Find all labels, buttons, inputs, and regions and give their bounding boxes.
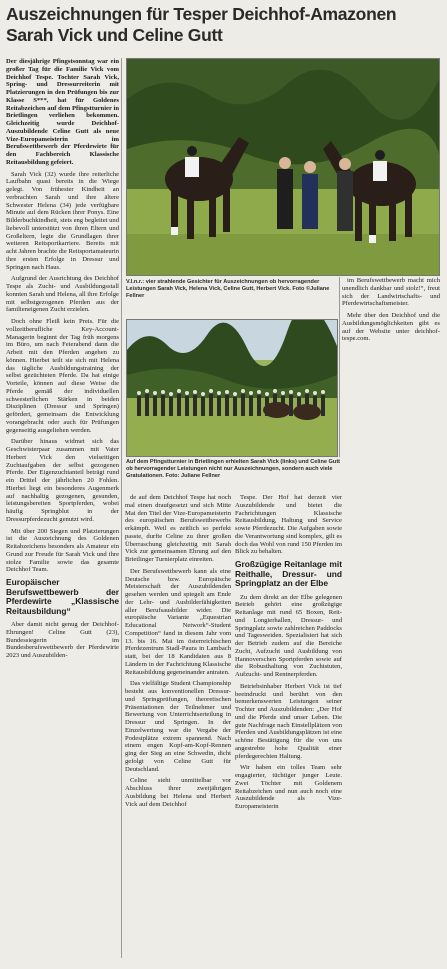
article-paragraph: Aber damit nicht genug der Deichhof-Ehrungen! Celine Gutt (23), Bundessiegerin im Bundesberufswettbewerb der Pferdewirte 2023 und Auszubilden- (6, 621, 119, 659)
article-paragraph: Betriebsinhaber Herbert Vick ist tief beeindruckt und berührt von den bemerkenswerten Leistungen seiner Tochter und Auszubildenden: „Der Hof und die Pferde sind unser Leben. Die gute Nachfrage nach Einstellplätzen von Pferden und Ausbildungsplätzen ist eine schöne Bestätigung für die von uns angestrebte hohe Qualität einer pferdegerechten Haltung. (235, 682, 342, 760)
article-paragraph: Zu dem direkt an der Elbe gelegenen Betrieb gehört eine großzügige Reitanlage mit rund 65 Boxen, Reit- und Longierhallen, Dressur- und Springplatz sowie zahlreichen Paddocks und Tagesweiden. Spezialisiert hat sich der Betrieb zudem auf die Bereiche Zucht, Aufzucht und Ausbildung von Hannoverschen Sportpferden sowie auf die Robusthaltung von Zuchtstuten, Aufzucht- und Rentnerpferden. (235, 593, 342, 678)
article-headline: Auszeichnungen für Tesper Deichhof-Amazonen Sarah Vick und Celine Gutt (6, 4, 397, 45)
photo-award-ceremony (126, 58, 440, 276)
article-paragraph: Sarah Vick (32) wurde ihre reiterliche Laufbahn quasi bereits in die Wiege gelegt. Von frühester Kindheit an verbrachten Sarah und ihre ältere Schwester Helena (34) jede verfügbare Minute auf dem Rücken ihrer Ponys. Eine Bilderbuchkindheit, stets eng begleitet und liebevoll unterstützt von ihren Eltern und Großeltern, legte die Grundlagen ihrer weiteren Reitsportkarriere. Bereits mit acht Jahren brachte die Reitsportamateurin ihre ersten Erfolge in Dressur und Springen nach Haus. (6, 170, 119, 271)
article-paragraph: Mehr über den Deichhof und die Ausbildungsmöglichkeiten gibt es auf der Website unter deichhof- tespe.com. (342, 312, 440, 343)
article-paragraph: Der Berufswettbewerb kann als eine Deutsche bzw. Europäische Meisterschaft der Auszubildenden gesehen werden und spiegelt am Ende der Lehr- und Ausbilderfähigkeiten aller Berufsausbilder wider. Die europäische Variante „Equestrian Educational Network“-Student Competition“ fand in diesem Jahr vom 13. bis 16. Mai im österreichischen Pferdezentrum Stadl-Paura in Lambach statt, bei der 18 Kandidaten aus 8 Ländern in der Fachrichtung Klassische Reitausbildung gegeneinander antraten. (125, 567, 231, 676)
section-heading-berufswettbewerb: Europäischer Berufswettbewerb der Pferdewirte „Klassische Reitausbildung“ (6, 577, 119, 616)
article-column-1 (6, 58, 119, 958)
article-column-right-top (342, 277, 440, 387)
photo-caption-2: Auf dem Pfingstturnier in Brietlingen erhielten Sarah Vick (links) und Celine Gutt ob hervorragender Leistungen nicht nur Auszeichnungen, sondern auch viele Gratulationen. Foto: Juliane Fellner (126, 459, 341, 479)
photo-award-ceremony-image (127, 59, 439, 275)
article-paragraph: Mit über 200 Siegen und Platzierungen ist die Auszeichnung des Goldenen Reitabzeichens besonders als Amateur ein Grund zur Freude für Sarah Vick und ihre stolze Familie sowie das gesamte Deichhof Team. (6, 527, 119, 574)
article-paragraph: Aufgrund der Ausrichtung des Deichhof Tespe als Zucht- und Ausbildungsstall konnten Sarah und Helena, all ihre Erfolge mit selbstgezogenen Pferden aus der familieneigenen Zucht erzielen. (6, 275, 119, 314)
article-column-3 (235, 494, 342, 964)
article-paragraph: Doch ohne Fleiß kein Preis. Für die vollzeitberufliche Key-Account-Managerin beginnt der Tag früh morgens im Büro, um nach Feierabend dann die Arbeit mit den Pferden angehen zu können. Hierbei teilt sie sich mit Helena das tägliche Ausbildungstraining der selbst gezüchteten Pferde. Da hat einige Vorteile, können auf diese Weise die Pferde gemäß der individuellen schwesterlichen Stärken in beiden Disziplinen (Dressur und Springen) gefördert, gemeinsam die Entwicklung vorangebracht oder auch für Prüfungen gegenseitig ausgeliehen werden. (6, 318, 119, 434)
article-paragraph: Celine steht unmittelbar vor Abschluss ihrer zweijährigen Ausbildung bei Helena und Herbert Vick auf dem Deichhof (125, 777, 231, 808)
section-heading-reitanlage: Großzügige Reitanlage mit Reithalle, Dressur- und Springplatz an der Elbe (235, 559, 342, 588)
article-lead-paragraph: Der diesjährige Pfingstsonntag war ein großer Tag für die Familie Vick vom Deichhof Tespe. Tochter Sarah Vick, Spring- und Dressurreiterin mit Platzierungen in den Prüfungen bis zur Klasse S***, hat für Goldenes Reitabzeichen auf dem Pfingstturnier in Brietlingen verliehen bekommen. Gleichzeitig wurde Deichhof-Auszubildende Celine Gutt als neue Vize-Europameisterin im Berufswettbewerb der Pferdewirte für den Fachbereich Klassische Reitausbildung gefeiert. (6, 58, 119, 166)
photo-group-tournament (126, 319, 338, 457)
article-paragraph: Wir haben ein tolles Team sehr engagierter, tüchtiger junger Leute. Zwei Töchter mit Goldenem Reitabzeichen und nun auch noch eine Auszubildende als Vize-Europameisterin (235, 764, 342, 810)
photo-group-tournament-image (127, 320, 337, 456)
article-paragraph: Tespe. Der Hof hat derzeit vier Auszubildende und bietet die Fachrichtungen Klassische Reitausbildung, Haltung und Service sowie Pferdezucht. Die Aufgaben sowie die Verantwortung sind komplex, gilt es doch das Wohl von rund 150 Pferden im Blick zu behalten. (235, 494, 342, 556)
photo-caption-1: V.l.n.r.: vier strahlende Gesichter für Auszeichnungen ob hervorragender Leistungen Sarah Vick, Helena Vick, Celine Gutt, Herbert Vick. Foto ©Juliane Fellner (126, 279, 330, 299)
column-divider (339, 277, 340, 457)
article-paragraph: im Berufswettbewerb macht mich unendlich dankbar und stolz!“, freut sich der Landwirtschafts- und Pferdewirtschaftsmeister. (342, 277, 440, 308)
article-paragraph: de auf dem Deichhof Tespe hat noch mal einen draufgesetzt und sich Mitte Mai den Titel der Vize-Europameisterin des europäischen Berufswettbewerbs erkämpft. Weil es zeitlich so perfekt passte, durfte Celine zu ihrer großen Überraschung gleichzeitig mit Sarah Vick zur gemeinsamen Ehrung auf den Brietlinger Turnierplatz einreiten. (125, 494, 231, 563)
column-divider (121, 58, 122, 958)
article-paragraph: Darüber hinaus widmet sich das Geschwisterpaar zusammen mit Vater Herbert Vick den vielseitigen Zuchtaufgaben der selbst gezogenen Pferde. Der Eigenzuchtanteil beträgt rund ein Drittel der jährlichen 20 Fohlen. Hierbei liegt ein besonderes Augenmerk auf nachhaltig gezogenen, gesunden, leistungsbereiten Sportpferden, wobei häufig Springblut in der Dressurpferdezucht genutzt wird. (6, 438, 119, 523)
article-paragraph: Das vielfältige Student Championship besteht aus konventionellen Dressur- und Springprüfungen, theoretischen Präsentationen der Teilnehmer und Bewertung von Unterrichtserteilung in Dressur und Springen. In der Einzelwertung war die Vergabe der Podestplätze extrem spannend. Nach einem engen Kopf-am-Kopf-Rennen ging der Sieg an eine Schwedin, dicht gefolgt von Celine Gutt für Deutschland. (125, 680, 231, 773)
article-column-2 (125, 494, 231, 964)
